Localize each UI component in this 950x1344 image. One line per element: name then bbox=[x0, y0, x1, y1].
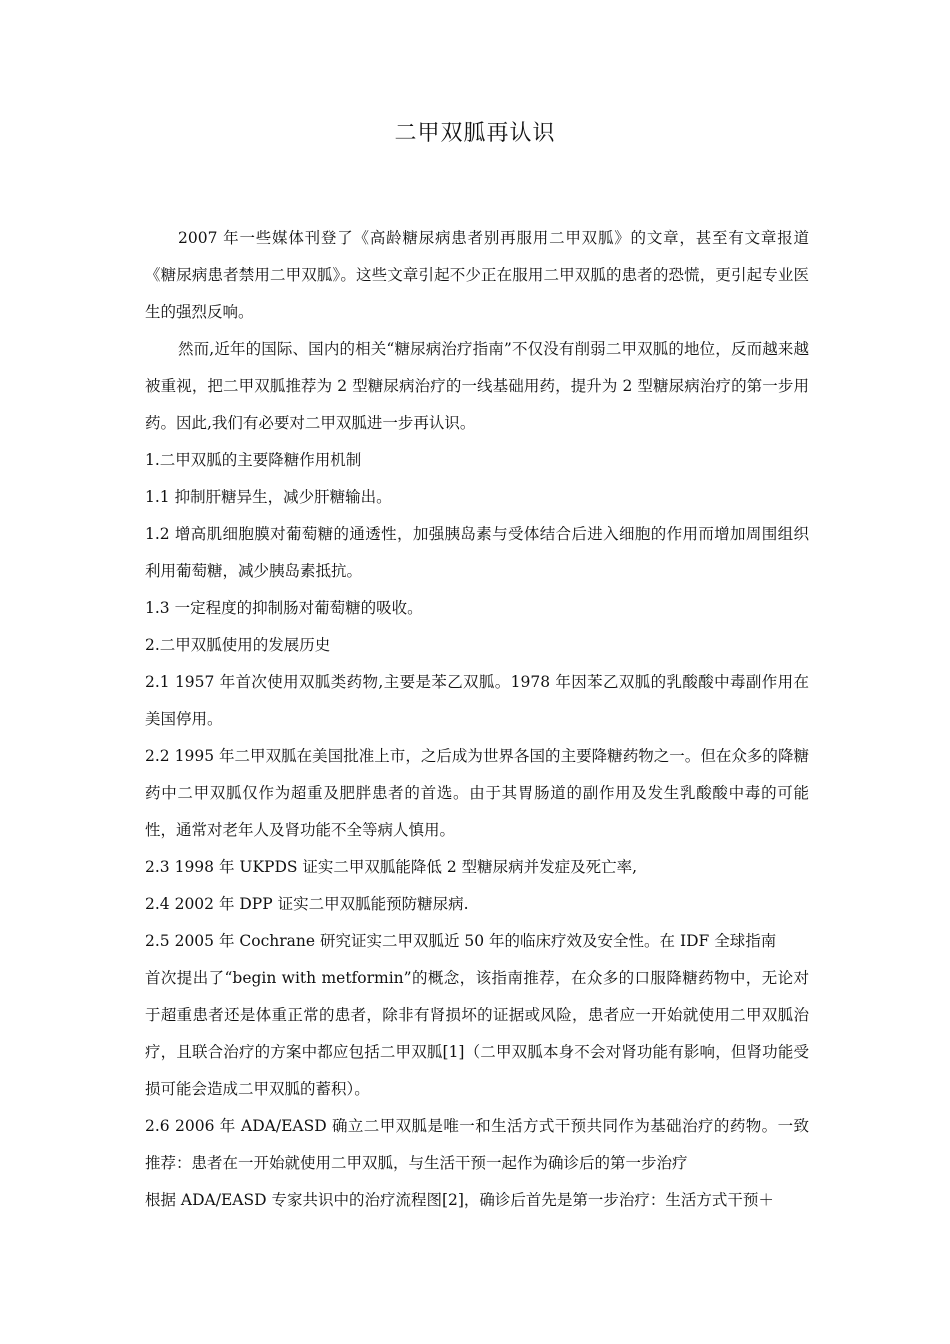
paragraph-2-6-continued: 根据 ADA/EASD 专家共识中的治疗流程图[2]，确诊后首先是第一步治疗：生活方式干预＋ bbox=[145, 1191, 774, 1209]
paragraph-2-5-continued: 首次提出了“begin with metformin”的概念，该指南推荐，在众多的口服降糖药物中，无论对于超重患者还是体重正常的患者，除非有肾损坏的证据或风险，患者应一开始就使用二甲双胍治疗，且联合治疗的方案中都应包括二甲双胍[1]（二甲双胍本身不会对肾功能有影响，但肾功能受损可能会造成二甲双胍的蓄积）。 bbox=[145, 969, 809, 1098]
document-title: 二甲双胍再认识 bbox=[394, 121, 556, 146]
document-body bbox=[145, 220, 809, 1219]
paragraph-1-2: 1.2 增高肌细胞膜对葡萄糖的通透性，加强胰岛素与受体结合后进入细胞的作用而增加周围组织利用葡萄糖，减少胰岛素抵抗。 bbox=[145, 525, 809, 580]
paragraph-intro-1: 2007 年一些媒体刊登了《高龄糖尿病患者别再服用二甲双胍》的文章，甚至有文章报道《糖尿病患者禁用二甲双胍》。这些文章引起不少正在服用二甲双胍的患者的恐慌，更引起专业医生的强烈反响。 bbox=[145, 229, 809, 321]
paragraph-1-3: 1.3 一定程度的抑制肠对葡萄糖的吸收。 bbox=[145, 599, 423, 617]
paragraph-2-1: 2.1 1957 年首次使用双胍类药物,主要是苯乙双胍。1978 年因苯乙双胍的乳酸酸中毒副作用在美国停用。 bbox=[145, 673, 809, 728]
paragraph-2-2: 2.2 1995 年二甲双胍在美国批准上市，之后成为世界各国的主要降糖药物之一。但在众多的降糖药中二甲双胍仅作为超重及肥胖患者的首选。由于其胃肠道的副作用及发生乳酸酸中毒的可能性，通常对老年人及肾功能不全等病人慎用。 bbox=[145, 747, 809, 839]
paragraph-intro-2: 然而,近年的国际、国内的相关“糖尿病治疗指南”不仅没有削弱二甲双胍的地位，反而越来越被重视，把二甲双胍推荐为 2 型糖尿病治疗的一线基础用药，提升为 2 型糖尿病治疗的第一步用药。因此,我们有必要对二甲双胍进一步再认识。 bbox=[145, 340, 809, 432]
paragraph-1-1: 1.1 抑制肝糖异生，减少肝糖输出。 bbox=[145, 488, 392, 506]
section-heading-1: 1.二甲双胍的主要降糖作用机制 bbox=[145, 451, 362, 469]
paragraph-2-3: 2.3 1998 年 UKPDS 证实二甲双胍能降低 2 型糖尿病并发症及死亡率, bbox=[145, 858, 638, 876]
section-heading-2: 2.二甲双胍使用的发展历史 bbox=[145, 636, 331, 654]
paragraph-2-4: 2.4 2002 年 DPP 证实二甲双胍能预防糖尿病. bbox=[145, 895, 469, 913]
paragraph-2-6: 2.6 2006 年 ADA/EASD 确立二甲双胍是唯一和生活方式干预共同作为基础治疗的药物。一致推荐：患者在一开始就使用二甲双胍，与生活干预一起作为确诊后的第一步治疗 bbox=[145, 1117, 809, 1172]
paragraph-2-5: 2.5 2005 年 Cochrane 研究证实二甲双胍近 50 年的临床疗效及安全性。在 IDF 全球指南 bbox=[145, 932, 777, 950]
